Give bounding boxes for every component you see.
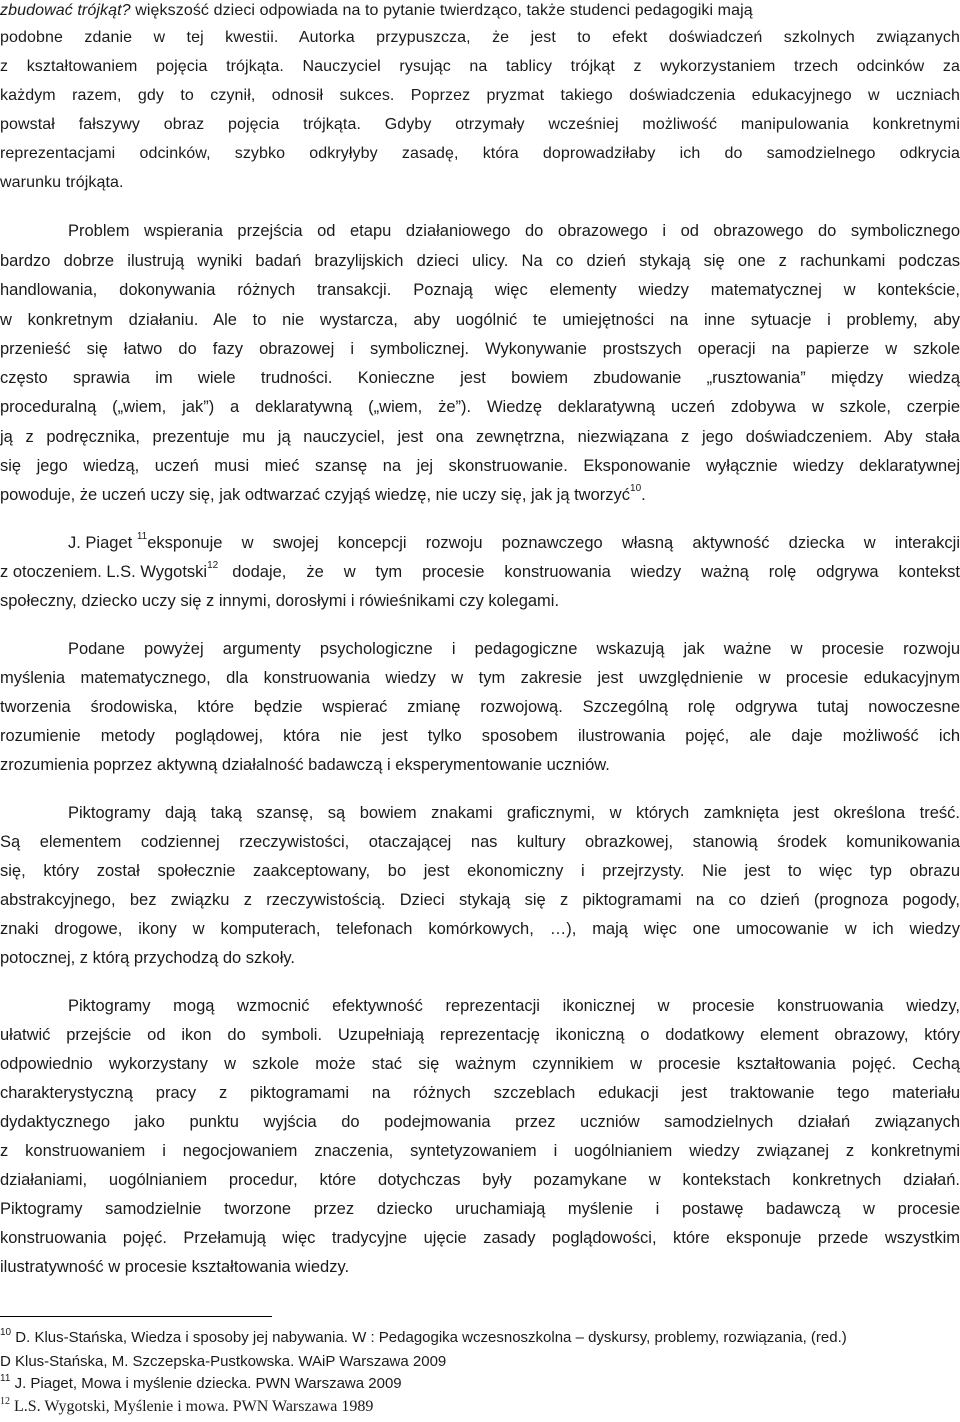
text-line: odpowiednio wykorzystany w szkole może stać się ważnym czynnikiem w procesie kształtowania pojęć. Cechą [0,1055,960,1073]
footnote-mark: 12 [0,1396,10,1407]
text-line: z konstruowaniem i negocjowaniem znaczenia, syntetyzowaniem i uogólnianiem wiedzy związanej z konkretnymi [0,1142,960,1160]
line-text: dodaje, że w tym procesie konstruowania wiedzy ważną rolę odgrywa kontekst [232,563,960,581]
text-line: znaki drogowe, ikony w komputerach, telefonach komórkowych, …), mają więc one umocowanie w ich wiedzy [0,920,960,938]
footnote-mark: 11 [0,1373,11,1384]
text-line: potocznej, z którą przychodzą do szkoły. [0,949,296,967]
text-line: działaniami, uogólnianiem procedur, które dotychczas były pozamykane w kontekstach konkretnych działań. [0,1171,960,1189]
text-line: abstrakcyjnego, bez związku z rzeczywistością. Dzieci stykają się z piktogramami na co dzień (prognoza pogody, [0,891,960,909]
period: . [641,486,646,504]
text-line: podobne zdanie w tej kwestii. Autorka przypuszcza, że jest to efekt doświadczeń szkolnych związanych [0,29,960,46]
line-text: z otoczeniem. L.S. Wygotski [0,563,208,581]
text-line: handlowania, dokonywania różnych transakcji. Poznają więc elementy wiedzy matematycznej w kontekście, [0,281,960,299]
text-line: Piktogramy samodzielnie tworzone przez dziecko uruchamiają myślenie i postawę badawczą w procesie [0,1200,960,1218]
text-line: myślenia matematycznego, dla konstruowania wiedzy w tym zakresie jest uwzględnienie w procesie edukacyjnym [0,669,960,687]
text-line: Piktogramy dają taką szansę, są bowiem znakami graficznymi, w których zamknięta jest określona treść. [68,804,960,822]
text-line: się jego wiedzą, uczeń musi mieć szansę na jej skonstruowanie. Eksponowanie wyłącznie wiedzy deklaratywnej [0,457,960,475]
text-line: warunku trójkąta. [0,174,124,191]
text-line: konstruowania pojęć. Przełamują więc tradycyjne ujęcie zasady poglądowości, które eksponuje przede wszystkim [0,1229,960,1247]
footnote-ref-12[interactable]: 12 [207,560,219,571]
footnote-10 [0,1328,847,1348]
footnote-ref-11[interactable]: 11 [136,531,148,542]
text-line: rozumienie metody poglądowej, która nie jest tylko sposobem ilustrowania pojęć, ale daje możliwość ich [0,727,960,745]
footnote-mark: 10 [0,1327,12,1338]
line-text: J. Piaget [68,534,133,552]
text-line: ją z podręcznika, prezentuje mu ją nauczyciel, jest ona zewnętrzna, niezwiązana z jego doświadczeniem. Aby stała [0,428,960,446]
text-line: proceduralną („wiem, jak”) a deklaratywną („wiem, że”). Wiedzę deklaratywną uczeń zdobywa w szkole, czerpie [0,398,960,416]
text-line: w konkretnym działaniu. Ale to nie wystarcza, aby uogólnić te umiejętności na inne sytuacje i problemy, aby [0,311,960,329]
text-line: ilustratywność w procesie kształtowania wiedzy. [0,1258,350,1276]
footnote-text: L.S. Wygotski, Myślenie i mowa. PWN Warszawa 1989 [14,1398,374,1415]
footnote-10-cont: D Klus-Stańska, M. Szczepska-Pustkowska. WAiP Warszawa 2009 [0,1353,447,1370]
line-rest: większość dzieci odpowiada na to pytanie twierdząco, także studenci pedagogiki mają [130,2,753,19]
footnote-separator [0,1316,272,1317]
text-line: się, który został społecznie zaakceptowany, bo jest ekonomiczny i przejrzysty. Nie jest to więc typ obrazu [0,862,960,880]
text-line: tworzenia środowiska, które będzie wspierać zmianę rozwojową. Szczególną rolę odgrywa tutaj nowoczesne [0,698,960,716]
text-line: każdym razem, gdy to czynił, odnosił sukces. Poprzez pryzmat takiego doświadczenia edukacyjnego w uczniach [0,87,960,104]
line-text: eksponuje w swojej koncepcji rozwoju poznawczego własną aktywność dziecka w interakcji [147,534,960,552]
text-line: zrozumienia poprzez aktywną działalność badawczą i eksperymentowanie uczniów. [0,756,610,774]
text-line [0,484,646,506]
text-line: z kształtowaniem pojęcia trójkąta. Nauczyciel rysując na tablicy trójkąt z wykorzystaniem trzech odcinków za [0,58,960,75]
text-line: przenieść się łatwo do fazy obrazowej i symbolicznej. Wykonywanie prostszych operacji na papierze w szkole [0,340,960,358]
footnote-12 [0,1397,373,1417]
text-line: Problem wspierania przejścia od etapu działaniowego do obrazowego i od obrazowego do symbolicznego [68,222,960,240]
italic-question: zbudować trójkąt? [0,2,131,19]
text-line: bardzo dobrze ilustrują wyniki badań brazylijskich dzieci ulicy. Na co dzień stykają się one z rachunkami podczas [0,252,960,270]
footnote-text: J. Piaget, Mowa i myślenie dziecka. PWN Warszawa 2009 [14,1375,402,1392]
footnote-ref-10[interactable]: 10 [630,483,642,494]
text-line: charakterystyczną pracy z piktogramami na różnych szczeblach edukacji jest traktowanie tego materiału [0,1084,960,1102]
text-line: często sprawia im wiele trudności. Konieczne jest bowiem zbudowanie „rusztowania” między wiedzą [0,369,960,387]
text-line [0,0,960,22]
text-line: społeczny, dziecko uczy się z innymi, dorosłymi i rówieśnikami czy kolegami. [0,592,560,610]
text-line: Piktogramy mogą wzmocnić efektywność reprezentacji ikonicznej w procesie konstruowania wiedzy, [68,997,960,1015]
text-line [0,561,960,583]
text-line: ułatwić przejście od ikon do symboli. Uzupełniają reprezentację ikoniczną o dodatkowy element obrazowy, który [0,1026,960,1044]
line-text: powoduje, że uczeń uczy się, jak odtwarzać czyjąś wiedzę, nie uczy się, jak ją tworzyć [0,486,631,504]
text-line: reprezentacjami odcinków, szybko odkryłyby zasadę, która doprowadziłaby ich do samodzielnego odkrycia [0,145,960,162]
text-line: Podane powyżej argumenty psychologiczne i pedagogiczne wskazują jak ważne w procesie rozwoju [68,640,960,658]
text-line: dydaktycznego jako punktu wyjścia do podejmowania przez uczniów samodzielnych działań związanych [0,1113,960,1131]
text-line [68,532,960,554]
text-line: powstał fałszywy obraz pojęcia trójkąta. Gdyby otrzymały wcześniej możliwość manipulowania konkretnymi [0,116,960,133]
text-line: Są elementem codziennej rzeczywistości, otaczającej nas kultury obrazkowej, stanowią środek komunikowania [0,833,960,851]
footnote-text: D. Klus-Stańska, Wiedza i sposoby jej nabywania. W : Pedagogika wczesnoszkolna – dyskursy, problemy, rozwiązania, (red.) [15,1329,847,1346]
footnote-11 [0,1374,402,1394]
